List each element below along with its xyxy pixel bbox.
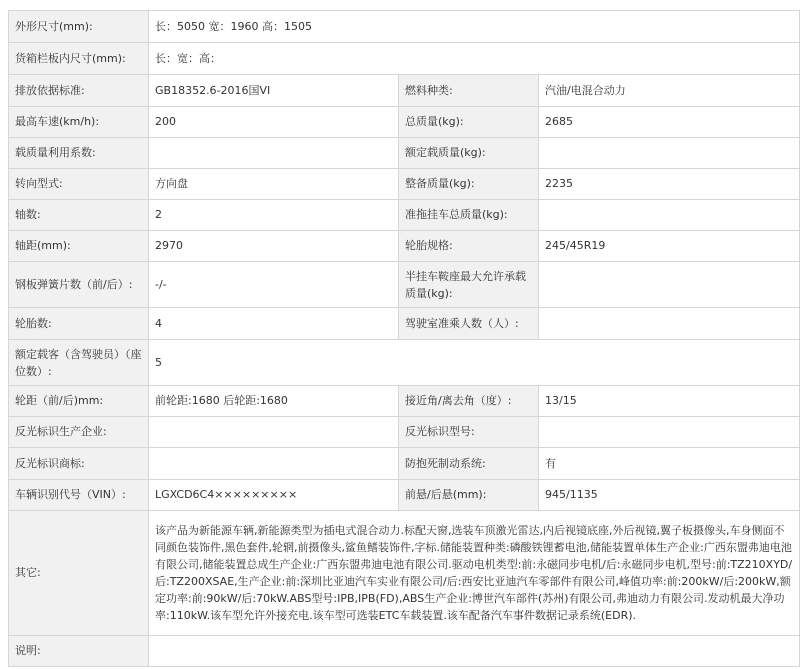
rated-load-value bbox=[539, 138, 800, 169]
cab-seats-value bbox=[539, 308, 800, 340]
table-row bbox=[9, 75, 800, 107]
table-row bbox=[9, 11, 800, 43]
table-row bbox=[9, 200, 800, 231]
table-row bbox=[9, 340, 800, 386]
tire-spec-value: 245/45R19 bbox=[539, 231, 800, 262]
saddle-load-value bbox=[539, 262, 800, 308]
gross-mass-value: 2685 bbox=[539, 107, 800, 138]
table-row bbox=[9, 417, 800, 448]
steering-value: 方向盘 bbox=[149, 169, 399, 200]
vehicle-spec-sheet bbox=[8, 10, 799, 667]
curb-mass-value: 2235 bbox=[539, 169, 800, 200]
top-speed-value: 200 bbox=[149, 107, 399, 138]
size-value: 长：5050 宽：1960 高：1505 bbox=[149, 11, 800, 43]
cargo-box-value: 长：宽：高： bbox=[149, 43, 800, 75]
track-value: 前轮距:1680 后轮距:1680 bbox=[149, 386, 399, 417]
fuel-type-value: 汽油/电混合动力 bbox=[539, 75, 800, 107]
load-ratio-value bbox=[149, 138, 399, 169]
rated-load-label: 额定载质量(kg): bbox=[399, 138, 539, 169]
emission-label: 排放依据标准: bbox=[9, 75, 149, 107]
table-row bbox=[9, 138, 800, 169]
trailer-mass-value bbox=[539, 200, 800, 231]
notes-value bbox=[149, 636, 800, 667]
table-row bbox=[9, 169, 800, 200]
wheelbase-value: 2970 bbox=[149, 231, 399, 262]
table-row bbox=[9, 107, 800, 138]
size-label: 外形尺寸(mm): bbox=[9, 11, 149, 43]
table-row bbox=[9, 386, 800, 417]
springs-value: -/- bbox=[149, 262, 399, 308]
approach-angle-value: 13/15 bbox=[539, 386, 800, 417]
table-row bbox=[9, 262, 800, 308]
passengers-value: 5 bbox=[149, 340, 800, 386]
table-row bbox=[9, 480, 800, 511]
cab-seats-label: 驾驶室准乘人数（人）: bbox=[399, 308, 539, 340]
reflector-brand-value bbox=[149, 448, 399, 480]
abs-label: 防抱死制动系统: bbox=[399, 448, 539, 480]
reflector-model-value bbox=[539, 417, 800, 448]
vin-label: 车辆识别代号（VIN）: bbox=[9, 480, 149, 511]
table-row bbox=[9, 43, 800, 75]
other-label: 其它: bbox=[9, 511, 149, 636]
abs-value: 有 bbox=[539, 448, 800, 480]
curb-mass-label: 整备质量(kg): bbox=[399, 169, 539, 200]
passengers-label: 额定载客（含驾驶员）（座位数）: bbox=[9, 340, 149, 386]
other-value: 该产品为新能源车辆,新能源类型为插电式混合动力.标配天窗,选装车顶激光雷达,内后视镜底座,外后视镜,翼子板摄像头,车身侧面不同颜色装饰件,黑色套件,轮辋,前摄像头,鲨鱼鳍装饰件,字标.储能装置种类:磷酸铁锂蓄电池,储能装置单体生产企业:广西东盟弗迪电池有限公司,储能装置总成生产企业:广西东盟弗迪电池有限公司.驱动电机类型:前:永磁同步电机/后:永磁同步电机,型号:前:TZ210XYD/后:TZ200XSAE,生产企业:前:深圳比亚迪汽车实业有限公司/后:西安比亚迪汽车零部件有限公司,峰值功率:前:200kW/后:200kW,额定功率:前:90kW/后:70kW.ABS型号:IPB,IPB(FD),ABS生产企业:博世汽车部件(苏州)有限公司,弗迪动力有限公司.发动机最大净功率:110kW.该车型允许外接充电.该车型可选装ETC车载装置.该车配备汽车事件数据记录系统(EDR). bbox=[149, 511, 800, 636]
springs-label: 钢板弹簧片数（前/后）: bbox=[9, 262, 149, 308]
table-row bbox=[9, 636, 800, 667]
trailer-mass-label: 准拖挂车总质量(kg): bbox=[399, 200, 539, 231]
top-speed-label: 最高车速(km/h): bbox=[9, 107, 149, 138]
saddle-load-label: 半挂车鞍座最大允许承载质量(kg): bbox=[399, 262, 539, 308]
steering-label: 转向型式: bbox=[9, 169, 149, 200]
table-row bbox=[9, 308, 800, 340]
vin-value: LGXCD6C4××××××××× bbox=[149, 480, 399, 511]
fuel-type-label: 燃料种类: bbox=[399, 75, 539, 107]
gross-mass-label: 总质量(kg): bbox=[399, 107, 539, 138]
wheelbase-label: 轴距(mm): bbox=[9, 231, 149, 262]
approach-angle-label: 接近角/离去角（度）: bbox=[399, 386, 539, 417]
table-row bbox=[9, 231, 800, 262]
notes-label: 说明: bbox=[9, 636, 149, 667]
reflector-mfr-value bbox=[149, 417, 399, 448]
overhang-label: 前悬/后悬(mm): bbox=[399, 480, 539, 511]
reflector-brand-label: 反光标识商标: bbox=[9, 448, 149, 480]
axles-label: 轴数: bbox=[9, 200, 149, 231]
load-ratio-label: 载质量利用系数: bbox=[9, 138, 149, 169]
emission-value: GB18352.6-2016国VI bbox=[149, 75, 399, 107]
table-row bbox=[9, 511, 800, 636]
track-label: 轮距（前/后)mm: bbox=[9, 386, 149, 417]
reflector-model-label: 反光标识型号: bbox=[399, 417, 539, 448]
axles-value: 2 bbox=[149, 200, 399, 231]
cargo-box-label: 货箱栏板内尺寸(mm): bbox=[9, 43, 149, 75]
tires-value: 4 bbox=[149, 308, 399, 340]
overhang-value: 945/1135 bbox=[539, 480, 800, 511]
tire-spec-label: 轮胎规格: bbox=[399, 231, 539, 262]
spec-table bbox=[8, 10, 800, 667]
reflector-mfr-label: 反光标识生产企业: bbox=[9, 417, 149, 448]
tires-label: 轮胎数: bbox=[9, 308, 149, 340]
table-row bbox=[9, 448, 800, 480]
